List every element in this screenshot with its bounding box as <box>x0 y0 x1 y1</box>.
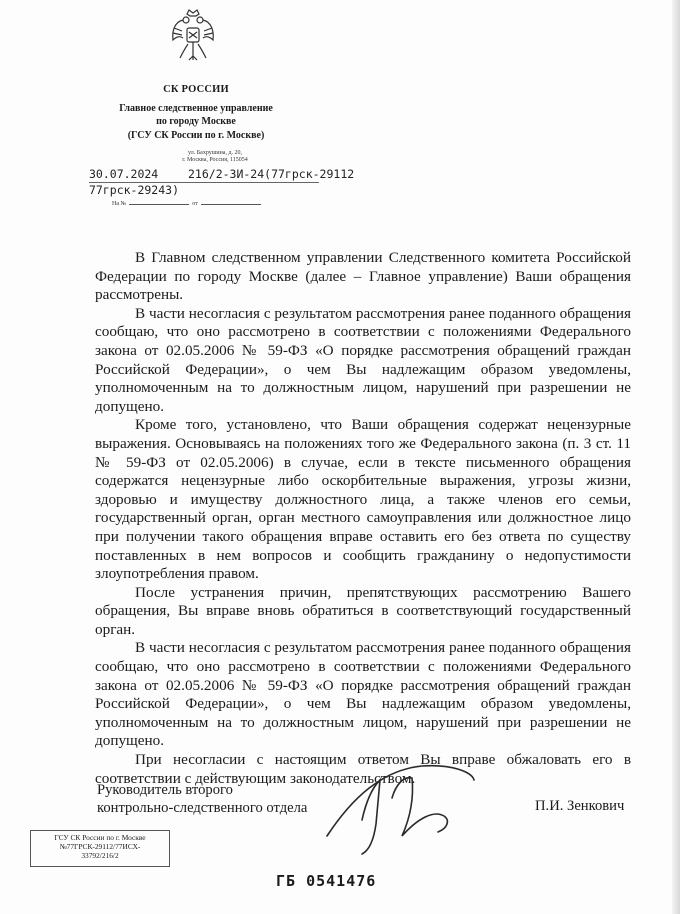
org-full-name-line2: по городу Москве <box>156 116 236 127</box>
paragraph-2: В части несогласия с результатом рассмотрения ранее поданного обращения сообщаю, что оно рассмотрено в соответствии с положениями Федерального закона от 02.05.2006 № 59-ФЗ «О порядке рассмотрения обращений граждан Российской Федерации», о чем Вы надлежащим образом уведомлены, уполномоченным на то должностным лицом, нарушений при разрешении не допущено. <box>95 304 631 415</box>
org-short-name: СК РОССИИ <box>163 84 229 95</box>
signatory-name: П.И. Зенкович <box>535 798 625 814</box>
org-full-name-line1: Главное следственное управление <box>119 103 273 114</box>
stamp-line2: №77ГРСК-29112/77ИСХ- <box>59 842 141 851</box>
coat-of-arms-icon <box>170 6 216 66</box>
signatory-position <box>97 782 307 817</box>
reg-number-line1: 216/2-ЗИ-24(77грск-29112 <box>188 167 355 181</box>
paragraph-6: При несогласии с настоящим ответом Вы вправе обжаловать его в соответствии с действующим законодательством. <box>95 751 631 787</box>
reg-number-line2: 77грск-29243) <box>89 183 180 197</box>
position-line2: контрольно-следственного отдела <box>97 799 308 816</box>
ref-ot-blank <box>201 204 261 205</box>
org-full-name <box>96 102 296 128</box>
address-line1: ул. Бахрушина, д. 20, <box>187 150 243 156</box>
org-abbreviation: (ГСУ СК России по г. Москве) <box>127 130 265 141</box>
paragraph-5: В части несогласия с результатом рассмотрения ранее поданного обращения сообщаю, что оно рассмотрено в соответствии с положениями Федерального закона от 02.05.2006 № 59-ФЗ «О порядке рассмотрения обращений граждан Российской Федерации», о чем Вы надлежащим образом уведомлены, уполномоченным на то должностным лицом, нарушений при разрешении не допущено. <box>95 639 631 750</box>
form-serial-number: ГБ 0541476 <box>276 872 377 890</box>
reference-line <box>112 201 264 207</box>
org-address <box>160 150 270 164</box>
registration-stamp <box>30 830 170 867</box>
handwritten-signature-icon <box>322 758 482 858</box>
paragraph-3: Кроме того, установлено, что Ваши обращения содержат нецензурные выражения. Основываясь на положениях того же Федерального закона (п. 3 ст. 11 № 59-ФЗ от 02.05.2006) в случае, если в тексте письменного обращения содержатся нецензурные либо оскорбительные выражения, угрозы жизни, здоровью и имуществу должностного лица, а также членов его семьи, государственный орган, орган местного самоуправления или должностное лицо при получении такого обращения вправе оставить его без ответа по существу поставленных в нем вопросов и сообщить гражданину о недопустимости злоупотребления правом. <box>95 416 631 583</box>
ref-na-label: На № <box>112 201 127 207</box>
page-edge-shadow <box>672 0 680 914</box>
letter-body <box>95 249 631 788</box>
ref-ot-label: от <box>192 201 198 207</box>
paragraph-1: В Главном следственном управлении Следственного комитета Российской Федерации по городу Москве (далее – Главное управление) Ваши обращения рассмотрены. <box>95 249 631 304</box>
paragraph-4: После устранения причин, препятствующих рассмотрению Вашего обращения, Вы вправе вновь обратиться в соответствующий государственный орган. <box>95 583 631 638</box>
stamp-line3: 33792/216/2 <box>81 851 119 860</box>
address-line2: г. Москва, Россия, 115054 <box>182 157 248 163</box>
letter-date: 30.07.2024 <box>89 167 159 181</box>
position-line1: Руководитель второго <box>97 782 233 798</box>
ref-na-blank <box>129 204 189 205</box>
stamp-line1: ГСУ СК России по г. Москве <box>54 833 146 842</box>
